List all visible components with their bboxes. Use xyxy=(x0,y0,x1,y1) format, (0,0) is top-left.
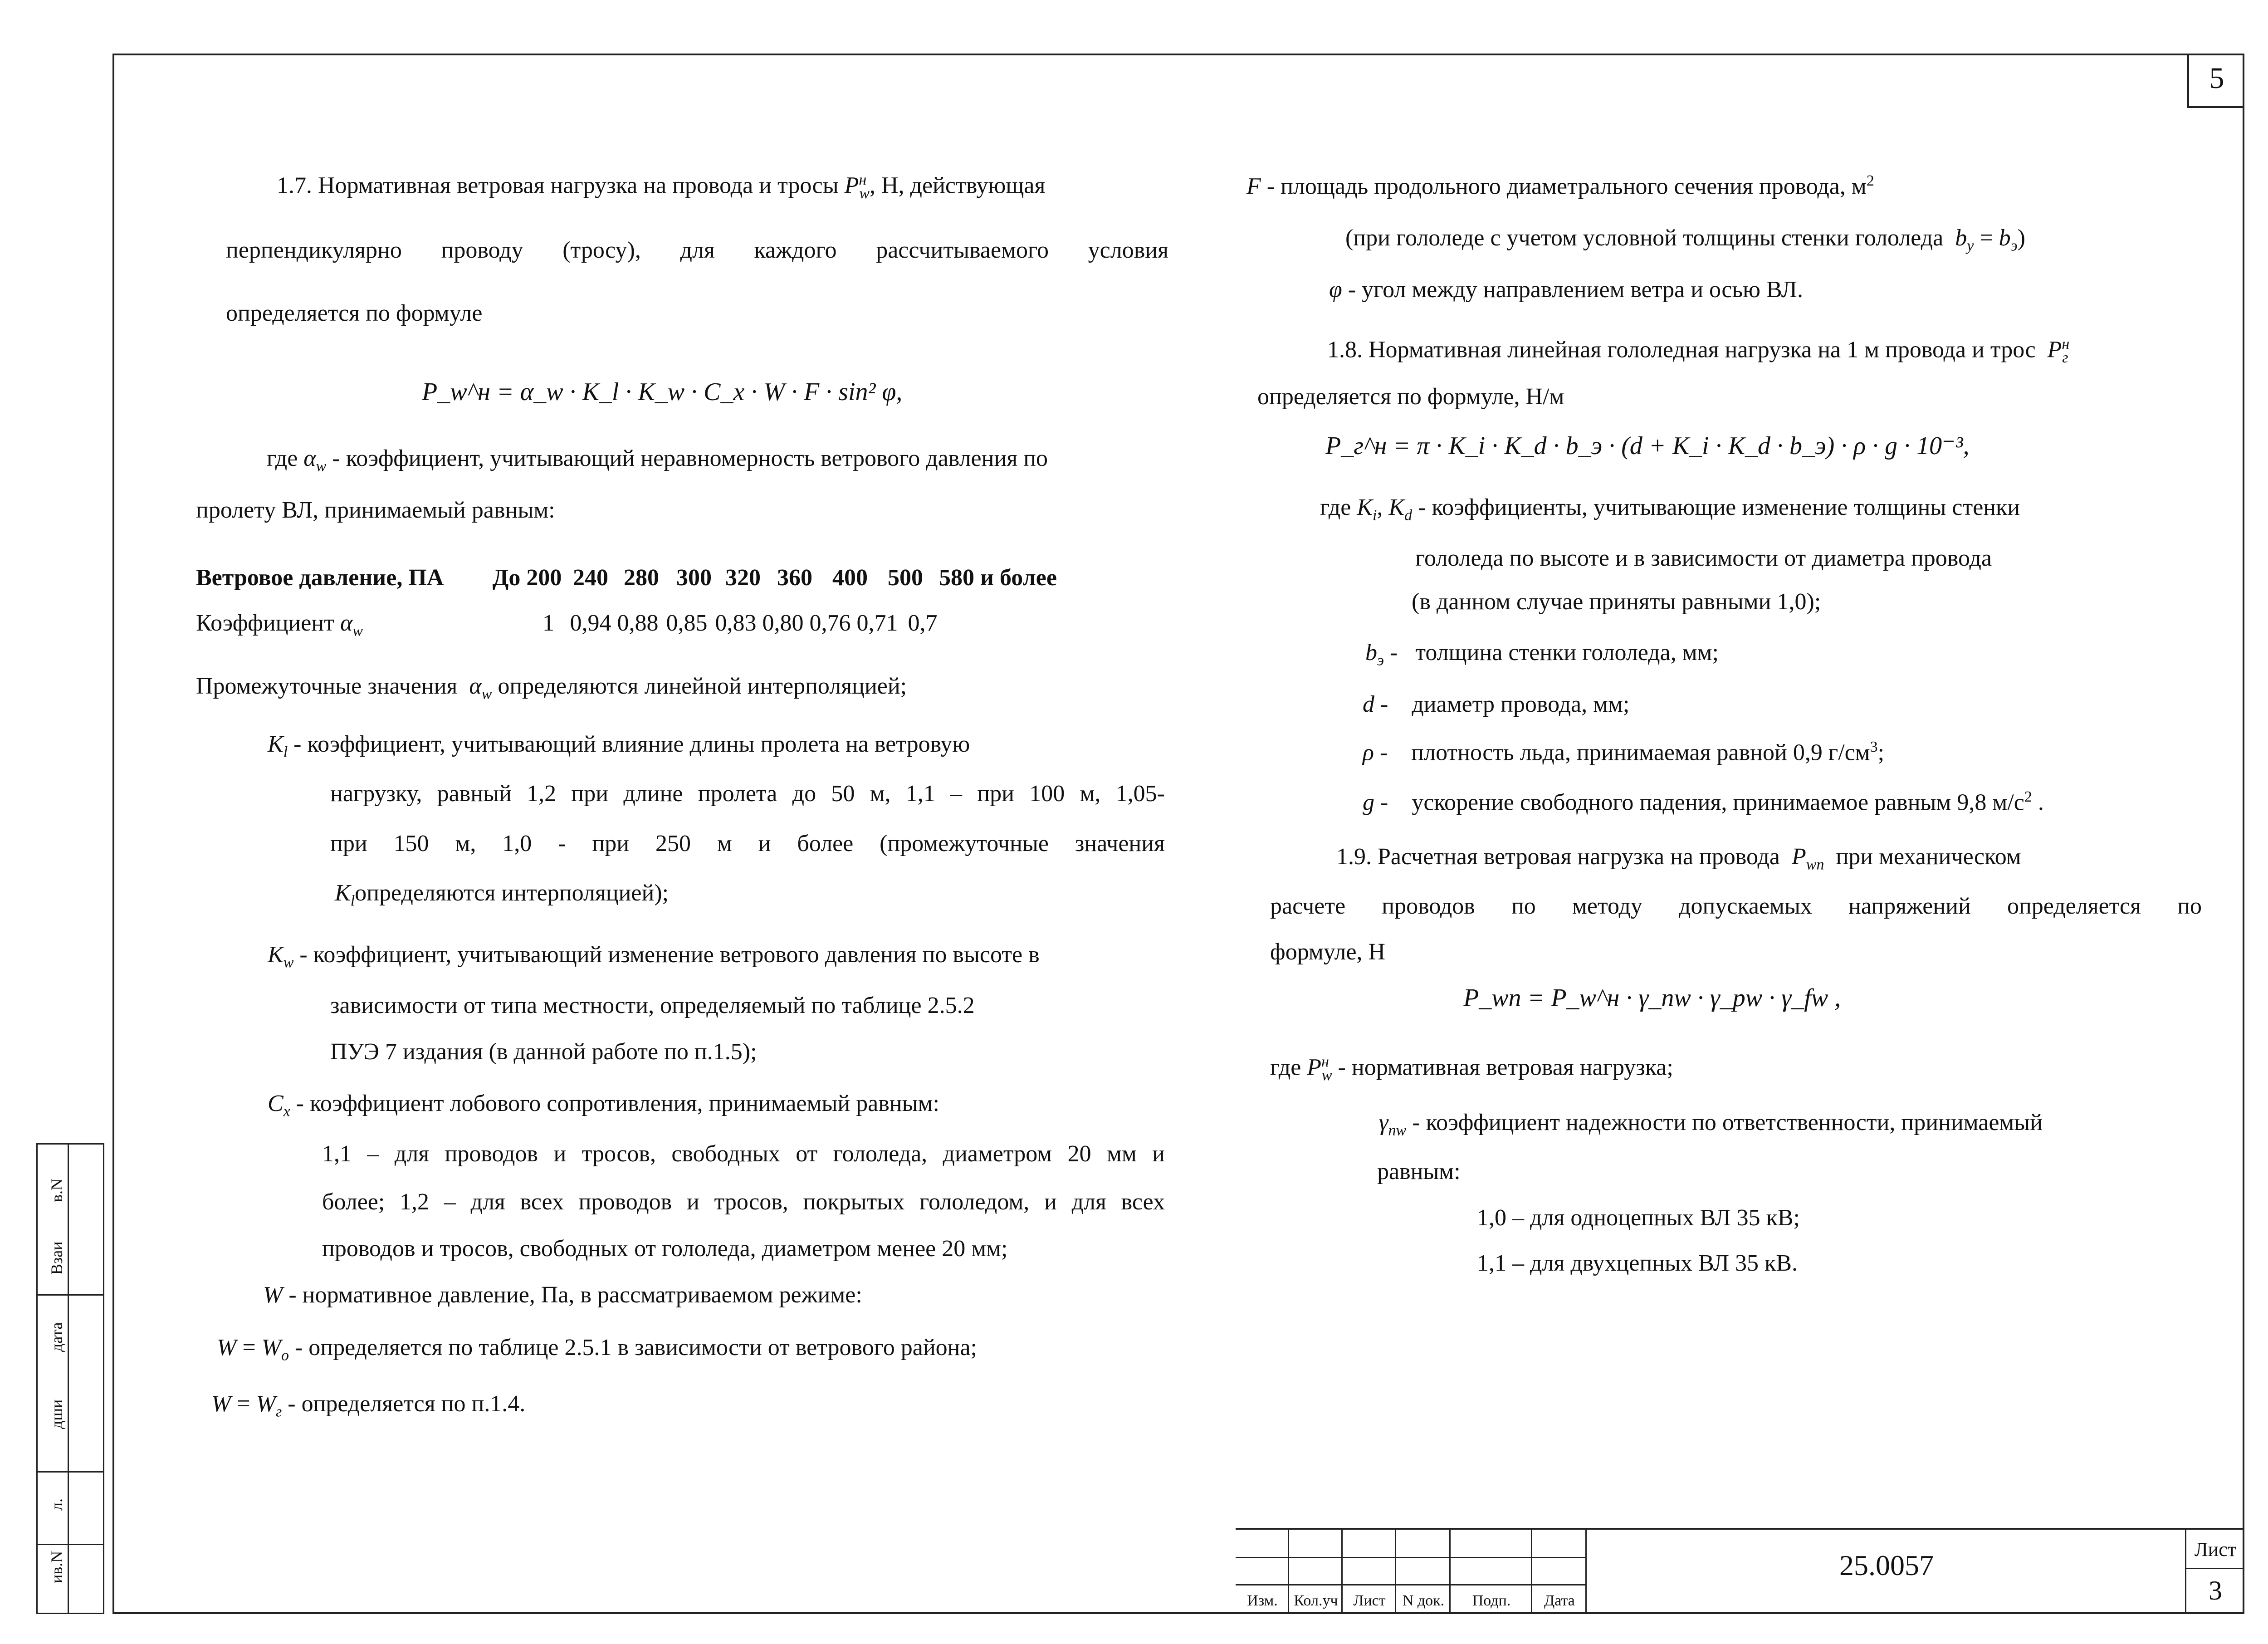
side-label-vn: в.N xyxy=(48,1179,66,1202)
sheet-number: 3 xyxy=(2209,1576,2222,1605)
side-label-vzai: Взаи xyxy=(48,1241,66,1275)
rho-line: ρ - плотность льда, принимаемая равной 0,9 $г/см^3$; xyxy=(1363,739,1885,766)
cx-line2: 1,1 – для проводов и тросов, свободных от гололеда, диаметром 20 мм и xyxy=(322,1141,1165,1167)
alpha-table-header: Ветровое давление, ПА До 200 240 280 300 320 360 400 500 580 и более xyxy=(196,565,1057,591)
p17-line3: определяется по формуле xyxy=(226,300,483,326)
side-label-dshi: дши xyxy=(48,1399,66,1429)
ki-line1: где $K_i$, $K_d$ - коэффициенты, учитывающие изменение толщины стенки xyxy=(1320,494,2020,524)
cx-line3: более; 1,2 – для всех проводов и тросов, покрытых гололедом, и для всех xyxy=(322,1189,1165,1215)
f-paren-line: (при гололеде с учетом условной толщины стенки гололеда $b_y = b_э$) xyxy=(1345,225,2025,254)
where-alpha-line1: где $\alpha_w$ - коэффициент, учитывающий неравномерность ветрового давления по xyxy=(267,445,1048,475)
gamma-line2: равным: xyxy=(1377,1159,1461,1184)
phi-line: φ - угол между направлением ветра и осью ВЛ. xyxy=(1329,277,1803,303)
ki-line3: (в данном случае приняты равными 1,0); xyxy=(1412,589,1821,615)
side-stamp xyxy=(36,1143,104,1614)
gamma-value-2: 1,1 – для двухцепных ВЛ 35 кВ. xyxy=(1477,1250,1798,1276)
g-line: g - ускорение свободного падения, принимаемое равным 9,8 $м/с^2$ . xyxy=(1363,788,2044,816)
where-alpha-line2: пролету ВЛ, принимаемый равным: xyxy=(196,497,555,523)
p19-line3: формуле, Н xyxy=(1270,939,1386,965)
gamma-value-1: 1,0 – для одноцепных ВЛ 35 кВ; xyxy=(1477,1205,1800,1231)
kl-line2: нагрузку, равный 1,2 при длине пролета до 50 м, 1,1 – при 100 м, 1,05- xyxy=(330,781,1165,807)
w0-line: $W = W_o$ - определяется по таблице 2.5.1 в зависимости от ветрового района; xyxy=(217,1335,977,1364)
interp-line: Промежуточные значения $\alpha_w$ определяются линейной интерполяцией; xyxy=(196,673,907,703)
formula-ice-load: P_г^н = π · K_i · K_d · b_э · (d + K_i · K_d · b_э) · ρ · g · 10⁻³, xyxy=(1325,432,1970,460)
p17-line1: 1.7. Нормативная ветровая нагрузка на провода и тросы $P^н_w$, Н, действующая xyxy=(277,171,1046,202)
stamp-col-ndoc: N док. xyxy=(1402,1592,1445,1609)
stamp-col-kol: Кол.уч xyxy=(1294,1592,1338,1609)
d-line: d - диаметр провода, мм; xyxy=(1363,691,1630,717)
kl-line3: при 150 м, 1,0 - при 250 м и более (промежуточные значения xyxy=(330,831,1165,856)
alpha-table-values: Коэффициент $\alpha_w$ 1 0,94 0,88 0,85 0,83 0,80 0,76 0,71 0,7 xyxy=(196,610,938,640)
f-line: F - площадь продольного диаметрального сечения провода, $м^2$ xyxy=(1246,172,1874,200)
formula-design-wind: P_wп = P_w^н · γ_nw · γ_pw · γ_fw , xyxy=(1463,984,1841,1012)
sheet-label: Лист xyxy=(2194,1538,2237,1561)
p19-line1: 1.9. Расчетная ветровая нагрузка на провода $P_{wп}$ при механическом xyxy=(1336,844,2021,873)
p18-line1: 1.8. Нормативная линейная гололедная нагрузка на 1 м провода и трос $P^н_г$ xyxy=(1327,336,2070,366)
kw-line1: $K_w$ - коэффициент, учитывающий изменение ветрового давления по высоте в xyxy=(268,942,1040,971)
p17-line2: перпендикулярно проводу (тросу), для каждого рассчитываемого условия xyxy=(226,237,1168,263)
doc-code: 25.0057 xyxy=(1839,1549,1934,1581)
kw-line3: ПУЭ 7 издания (в данной работе по п.1.5); xyxy=(330,1039,757,1065)
kl-line1: $K_l$ - коэффициент, учитывающий влияние длины пролета на ветровую xyxy=(268,731,970,761)
stamp-col-podp: Подп. xyxy=(1472,1592,1511,1609)
title-block xyxy=(1236,1528,2244,1614)
kw-line2: зависимости от типа местности, определяемый по таблице 2.5.2 xyxy=(330,993,975,1018)
stamp-col-data: Дата xyxy=(1544,1592,1575,1609)
side-label-data: дата xyxy=(48,1322,66,1352)
p19-line2: расчете проводов по методу допускаемых напряжений определяется по xyxy=(1270,893,2202,919)
wg-line: $W = W_г$ - определяется по п.1.4. xyxy=(211,1391,526,1420)
gamma-line1: $\gamma_{nw}$ - коэффициент надежности по ответственности, принимаемый xyxy=(1379,1110,2043,1139)
stamp-col-izm: Изм. xyxy=(1247,1592,1278,1609)
b-line: $b_э$ - толщина стенки гололеда, мм; xyxy=(1365,640,1719,669)
w-line: W - нормативное давление, Па, в рассматриваемом режиме: xyxy=(263,1282,862,1308)
p18-line2: определяется по формуле, Н/м xyxy=(1257,384,1564,410)
cx-line4: проводов и тросов, свободных от гололеда, диаметром менее 20 мм; xyxy=(322,1236,1008,1262)
cx-line1: $C_x$ - коэффициент лобового сопротивления, принимаемый равным: xyxy=(268,1091,939,1120)
ki-line2: гололеда по высоте и в зависимости от диаметра провода xyxy=(1415,545,1992,571)
page-number: 5 xyxy=(2187,54,2244,108)
side-label-l: л. xyxy=(48,1498,66,1511)
side-label-ivn: ив.N xyxy=(48,1551,66,1583)
pw-line: где $P^н_w$ - нормативная ветровая нагрузка; xyxy=(1270,1053,1673,1084)
stamp-col-list: Лист xyxy=(1353,1592,1386,1609)
kl-line4: $K_lопределяются$ интерполяцией); xyxy=(335,880,669,910)
formula-wind-load: P_w^н = α_w · K_l · K_w · C_x · W · F · sin² φ, xyxy=(422,378,903,406)
